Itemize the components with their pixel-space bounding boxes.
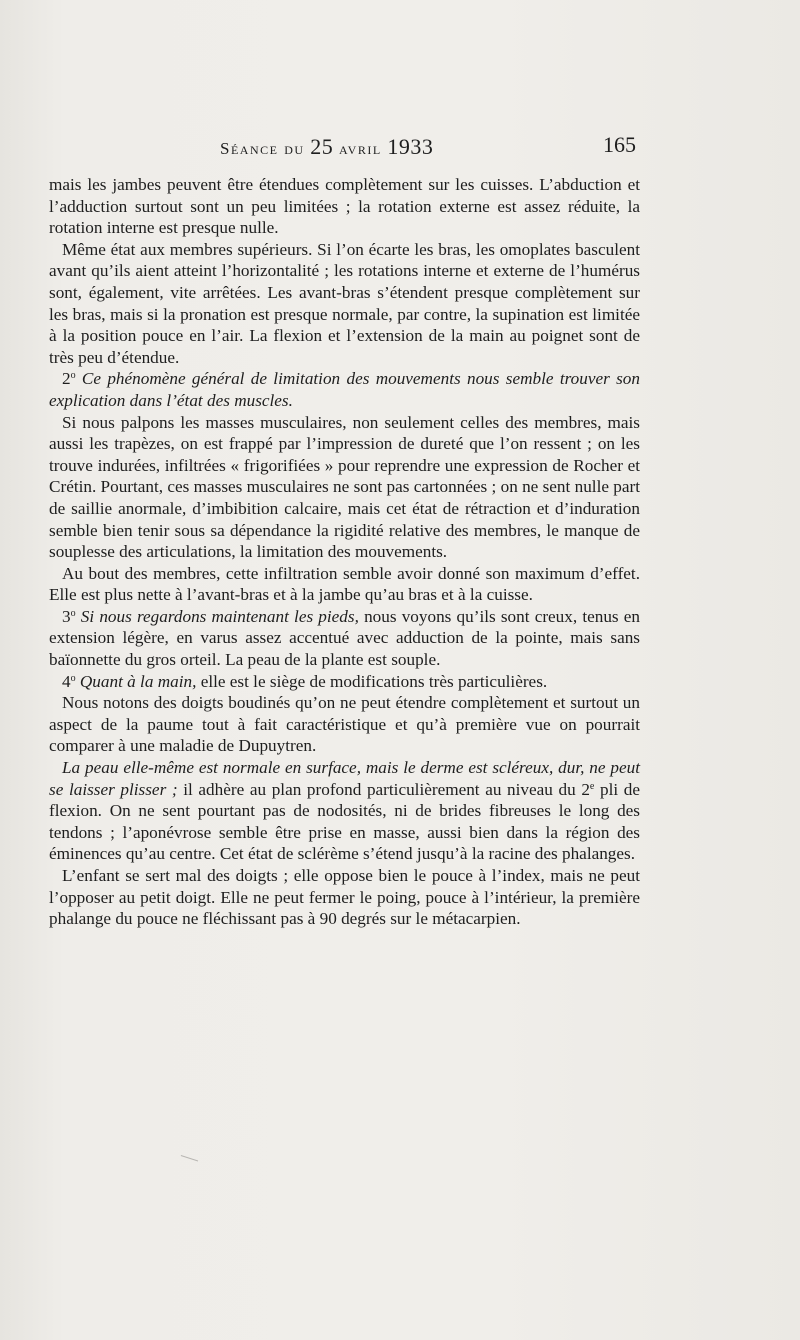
paragraph-8 bbox=[49, 692, 640, 757]
running-head-year: 1933 bbox=[387, 134, 434, 159]
running-head-month: avril bbox=[339, 139, 382, 158]
section-number-2-sup: o bbox=[70, 370, 76, 382]
paragraph-7 bbox=[49, 671, 640, 693]
paragraph-7-italic: Quant à la main, bbox=[79, 671, 197, 691]
page-number: 165 bbox=[603, 132, 636, 157]
paragraph-8-text: Nous notons des doigts boudinés qu’on ne peut étendre complètement et surtout un aspect de la paume tout à fait caractéristique et qu’à première vue on pourrait comparer à une maladie de Dupuytren. bbox=[49, 693, 640, 756]
section-number-2: 2 bbox=[62, 369, 71, 389]
ink-mark bbox=[181, 1145, 202, 1161]
paragraph-1-text: mais les jambes peuvent être étendues complètement sur les cuisses. L’abduction et l’adduction surtout sont un peu limitées ; la rotation externe est assez réduite, la rotation interne est presque nulle. bbox=[49, 175, 640, 238]
paragraph-9-text-before-sup: il adhère au plan profond particulièrement au niveau du 2 bbox=[177, 779, 590, 799]
paragraph-9-sup: e bbox=[589, 780, 595, 792]
paragraph-2-text: Même état aux membres supérieurs. Si l’on écarte les bras, les omoplates basculent avant qu’ils aient atteint l’horizontalité ; les rotations interne et externe de l’humérus sont, également, vite arrêtées. Les avant-bras s’étendent presque complètement sur les bras, mais si la pronation est presque normale, par contre, la supination est limitée à la position pouce en l’air. La flexion et l’extension de la main au poignet sont de très peu d’étendue. bbox=[49, 239, 640, 367]
paragraph-3-italic: Ce phénomène général de limitation des mouvements nous semble trouver son explication dans l’état des muscles. bbox=[49, 369, 640, 410]
running-head bbox=[220, 134, 433, 160]
paragraph-6-italic: Si nous regardons maintenant les pieds, bbox=[80, 606, 359, 626]
paragraph-9-text: pli de flexion. On ne sent pourtant pas de nodosités, ni de brides fibreuses le long des tendons ; l’aponévrose semble être prise en masse, aussi bien dans la région des éminences qu’au centre. Cet état de sclérème s’étend jusqu’à la racine des phalanges. bbox=[49, 779, 640, 864]
section-number-4: 4 bbox=[62, 671, 71, 691]
paragraph-2 bbox=[49, 239, 640, 369]
paragraph-4-text: Si nous palpons les masses musculaires, non seulement celles des membres, mais aussi les trapèzes, on est frappé par l’impression de dureté que l’on ressent ; on les trouve indurées, infiltrées « frigorifiées » pour reprendre une expression de Rocher et Crétin. Pourtant, ces masses musculaires ne sont pas cartonnées ; on ne sent nulle part de saillie anormale, d’imbibition calcaire, mais cet état de rétraction et d’induration semble bien tenir sous sa dépendance la rigidité relative des membres, le manque de souplesse des articulations, la limitation des mouvements. bbox=[49, 412, 640, 562]
paragraph-10-text: L’enfant se sert mal des doigts ; elle oppose bien le pouce à l’index, mais ne peut l’opposer au petit doigt. Elle ne peut fermer le poing, pouce à l’intérieur, la première phalange du pouce ne fléchissant pas à 90 degrés sur le métacarpien. bbox=[49, 866, 640, 929]
paragraph-6-text: nous voyons qu’ils sont creux, tenus en extension légère, en varus assez accentué avec adduction de la pointe, mais sans baïonnette du gros orteil. La peau de la plante est souple. bbox=[49, 606, 641, 670]
section-number-3: 3 bbox=[62, 606, 71, 626]
running-head-day: 25 bbox=[310, 134, 334, 159]
page-header bbox=[0, 132, 800, 162]
paragraph-5-text: Au bout des membres, cette infiltration semble avoir donné son maximum d’effet. Elle est plus nette à l’avant-bras et à la jambe qu’au bras et à la cuisse. bbox=[49, 563, 640, 605]
paragraph-10 bbox=[49, 865, 640, 930]
paragraph-9 bbox=[49, 757, 640, 865]
paragraph-1 bbox=[49, 174, 640, 239]
section-number-4-sup: o bbox=[70, 672, 76, 684]
body-text bbox=[49, 174, 640, 930]
paragraph-7-text: elle est le siège de modifications très particulières. bbox=[196, 671, 548, 691]
running-head-prefix: Séance du bbox=[220, 139, 305, 158]
paragraph-6 bbox=[49, 606, 640, 671]
paragraph-3 bbox=[49, 368, 640, 411]
section-number-3-sup: o bbox=[70, 607, 76, 619]
paragraph-9-italic: La peau elle-même est normale en surface, mais le derme est scléreux, dur, ne peut se laisser plisser ; bbox=[49, 758, 640, 799]
paragraph-4 bbox=[49, 412, 640, 563]
paragraph-5 bbox=[49, 563, 640, 606]
